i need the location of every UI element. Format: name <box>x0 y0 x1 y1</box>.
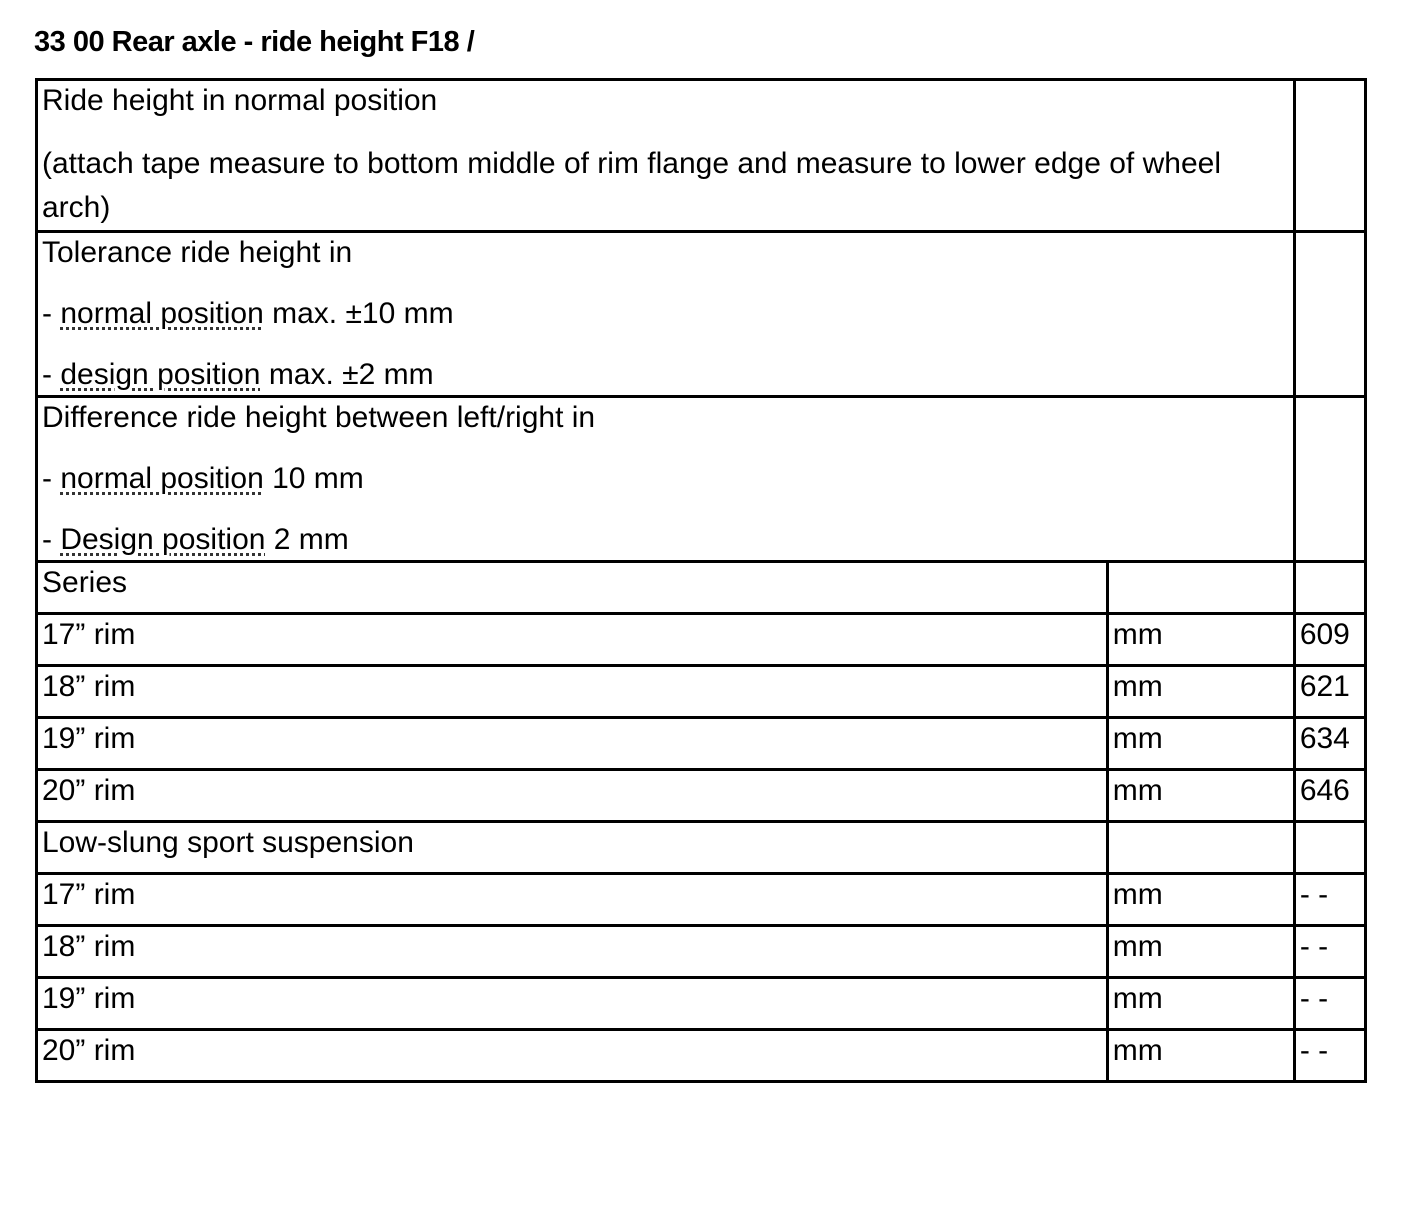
table-row <box>37 978 1366 1030</box>
ride-height-value-cell <box>1294 80 1365 232</box>
ride-height-table <box>35 78 1367 1083</box>
difference-design-value: 2 mm <box>265 523 349 556</box>
tolerance-heading: Tolerance ride height in <box>42 236 353 269</box>
sport-heading-unit-cell <box>1107 822 1294 874</box>
difference-value-cell <box>1294 397 1365 562</box>
row-value: - - <box>1294 978 1365 1030</box>
table-row <box>37 718 1366 770</box>
row-label: 18” rim <box>37 926 1108 978</box>
ride-height-cell <box>37 80 1295 232</box>
series-heading: Series <box>37 562 1108 614</box>
table-row <box>37 1030 1366 1082</box>
row-value: - - <box>1294 874 1365 926</box>
row-unit: mm <box>1107 614 1294 666</box>
tolerance-design-line <box>42 355 1289 395</box>
row-value: 634 <box>1294 718 1365 770</box>
ride-height-row <box>37 80 1366 232</box>
row-label: 17” rim <box>37 614 1108 666</box>
row-unit: mm <box>1107 874 1294 926</box>
table-row <box>37 770 1366 822</box>
row-value: 646 <box>1294 770 1365 822</box>
difference-cell <box>37 397 1295 562</box>
page-title: 33 00 Rear axle - ride height F18 / <box>34 26 475 58</box>
row-value: - - <box>1294 1030 1365 1082</box>
row-label: 17” rim <box>37 874 1108 926</box>
ride-height-heading: Ride height in normal position <box>42 84 438 117</box>
difference-normal-prefix: - <box>42 462 61 495</box>
row-label: 20” rim <box>37 770 1108 822</box>
series-heading-row <box>37 562 1366 614</box>
row-value: 609 <box>1294 614 1365 666</box>
row-value: - - <box>1294 926 1365 978</box>
ride-height-note: (attach tape measure to bottom middle of rim flange and measure to lower edge of wheel arch) <box>42 147 1221 224</box>
tolerance-normal-prefix: - <box>42 297 61 330</box>
table-row <box>37 666 1366 718</box>
tolerance-design-value: max. ±2 mm <box>260 358 434 391</box>
tolerance-row <box>37 232 1366 397</box>
difference-design-line <box>42 520 1289 560</box>
design-position-link[interactable]: design position <box>60 358 261 391</box>
difference-design-prefix: - <box>42 523 61 556</box>
difference-heading: Difference ride height between left/right in <box>42 401 596 434</box>
design-position-link[interactable]: Design position <box>60 523 266 556</box>
normal-position-link[interactable]: normal position <box>60 462 264 495</box>
row-unit: mm <box>1107 1030 1294 1082</box>
difference-row <box>37 397 1366 562</box>
row-unit: mm <box>1107 978 1294 1030</box>
difference-normal-line <box>42 459 1289 499</box>
table-row <box>37 874 1366 926</box>
sport-heading-row <box>37 822 1366 874</box>
series-heading-unit-cell <box>1107 562 1294 614</box>
row-label: 19” rim <box>37 978 1108 1030</box>
tolerance-cell <box>37 232 1295 397</box>
tolerance-normal-value: max. ±10 mm <box>263 297 454 330</box>
sport-heading-value-cell <box>1294 822 1365 874</box>
sport-heading: Low-slung sport suspension <box>37 822 1108 874</box>
row-unit: mm <box>1107 666 1294 718</box>
row-label: 18” rim <box>37 666 1108 718</box>
table-row <box>37 926 1366 978</box>
tolerance-design-prefix: - <box>42 358 61 391</box>
row-unit: mm <box>1107 718 1294 770</box>
row-unit: mm <box>1107 926 1294 978</box>
row-label: 20” rim <box>37 1030 1108 1082</box>
row-unit: mm <box>1107 770 1294 822</box>
row-value: 621 <box>1294 666 1365 718</box>
row-label: 19” rim <box>37 718 1108 770</box>
table-row <box>37 614 1366 666</box>
difference-normal-value: 10 mm <box>263 462 364 495</box>
tolerance-normal-line <box>42 294 1289 334</box>
series-heading-value-cell <box>1294 562 1365 614</box>
tolerance-value-cell <box>1294 232 1365 397</box>
normal-position-link[interactable]: normal position <box>60 297 264 330</box>
